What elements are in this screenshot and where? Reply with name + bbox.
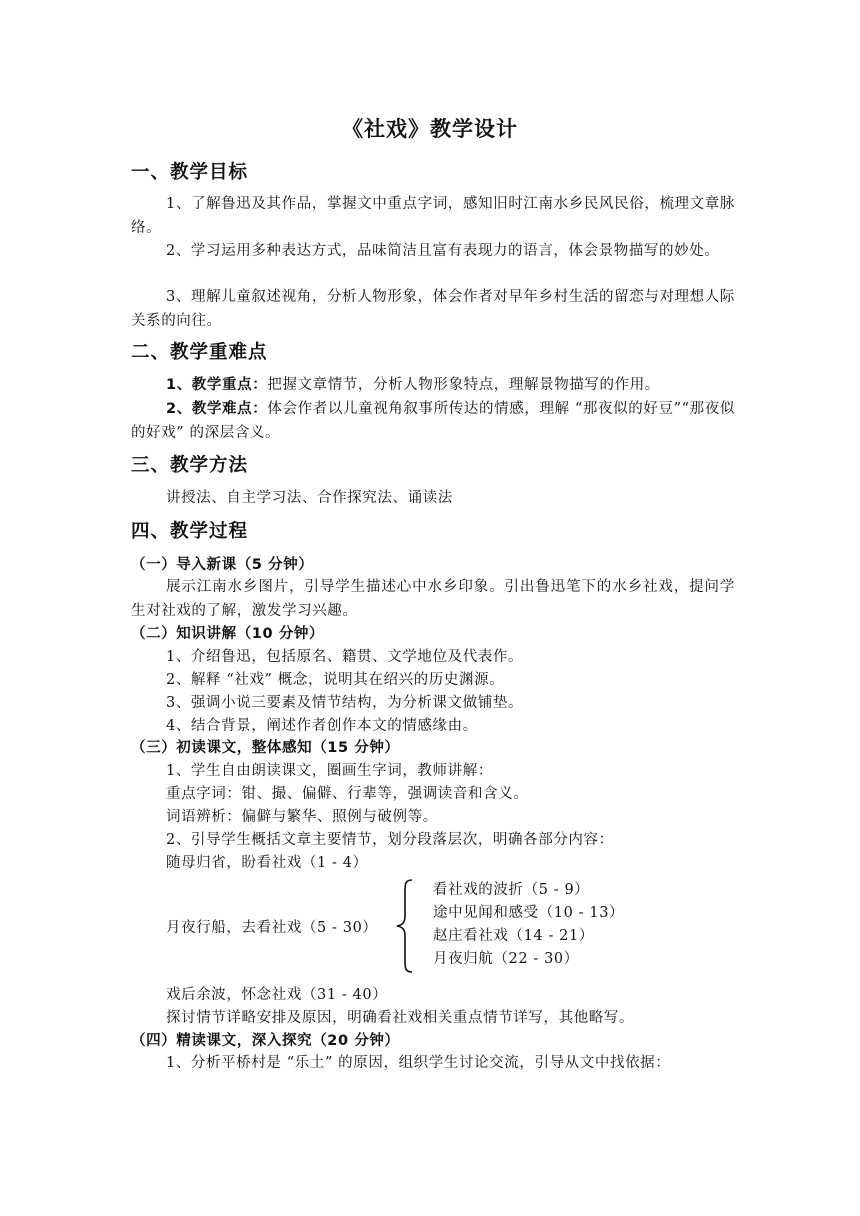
subsection-c-line: 词语辨析：偏僻与繁华、照例与破例等。 bbox=[166, 809, 438, 825]
plot-outline-sub: 途中见闻和感受（10 - 13） bbox=[433, 905, 625, 921]
key-point-2-text: 体会作者以儿童视角叙事所传达的情感，理解 “那夜似的好豆”“那夜似的好戏” 的深层含义。 bbox=[131, 401, 735, 441]
objective-1: 1、了解鲁迅及其作品，掌握文中重点字词，感知旧时江南水乡民风民俗，梳理文章脉络。 bbox=[131, 196, 735, 236]
section-heading-key-points: 二、教学重难点 bbox=[131, 342, 268, 363]
subsection-d-text: 1、分析平桥村是 “乐土” 的原因，组织学生讨论交流，引导从文中找依据： bbox=[166, 1055, 671, 1071]
curly-brace-icon bbox=[394, 878, 418, 974]
subsection-c-title: （三）初读课文，整体感知（15 分钟） bbox=[131, 740, 400, 756]
key-point-1 bbox=[131, 374, 735, 398]
plot-outline-sub: 月夜归航（22 - 30） bbox=[433, 951, 579, 967]
plot-outline-sub: 看社戏的波折（5 - 9） bbox=[433, 882, 590, 898]
key-point-1-label: 1、教学重点： bbox=[166, 377, 268, 393]
plot-outline-sub: 赵庄看社戏（14 - 21） bbox=[433, 928, 594, 944]
subsection-d-title: （四）精读课文，深入探究（20 分钟） bbox=[131, 1033, 400, 1049]
section-heading-process: 四、教学过程 bbox=[131, 521, 249, 542]
subsection-c-line: 重点字词：钳、撮、偏僻、行辈等，强调读音和含义。 bbox=[166, 786, 529, 802]
document-title: 《社戏》教学设计 bbox=[342, 117, 518, 141]
plot-outline-main: 月夜行船，去看社戏（5 - 30） bbox=[166, 920, 378, 936]
subsection-b-item: 3、强调小说三要素及情节结构，为分析课文做铺垫。 bbox=[166, 695, 524, 711]
subsection-c-line: 2、引导学生概括文章主要情节，划分段落层次，明确各部分内容： bbox=[166, 832, 614, 848]
subsection-b-item: 4、结合背景，阐述作者创作本文的情感缘由。 bbox=[166, 718, 478, 734]
objective-3: 3、理解儿童叙述视角，分析人物形象，体会作者对早年乡村生活的留恋与对理想人际关系的向往。 bbox=[131, 289, 735, 329]
plot-outline-note: 探讨情节详略安排及原因，明确看社戏相关重点情节详写，其他略写。 bbox=[166, 1010, 635, 1026]
methods-text: 讲授法、自主学习法、合作探究法、诵读法 bbox=[166, 490, 453, 506]
key-point-1-text: 把握文章情节，分析人物形象特点，理解景物描写的作用。 bbox=[267, 377, 660, 393]
subsection-b-item: 1、介绍鲁迅，包括原名、籍贯、文学地位及代表作。 bbox=[166, 649, 524, 665]
section-heading-methods: 三、教学方法 bbox=[131, 455, 249, 476]
subsection-c-line: 随母归省，盼看社戏（1 - 4） bbox=[166, 855, 368, 871]
subsection-a-text: 展示江南水乡图片，引导学生描述心中水乡印象。引出鲁迅笔下的水乡社戏，提问学生对社戏的了解，激发学习兴趣。 bbox=[131, 579, 735, 619]
subsection-b-item: 2、解释 “社戏” 概念，说明其在绍兴的历史渊源。 bbox=[166, 672, 505, 688]
objective-2: 2、学习运用多种表达方式，品味简洁且富有表现力的语言，体会景物描写的妙处。 bbox=[166, 243, 720, 259]
section-heading-objectives: 一、教学目标 bbox=[131, 162, 249, 183]
subsection-c-line: 1、学生自由朗读课文，圈画生字词，教师讲解： bbox=[166, 763, 493, 779]
plot-outline-after: 戏后余波，怀念社戏（31 - 40） bbox=[166, 987, 388, 1003]
subsection-b-title: （二）知识讲解（10 分钟） bbox=[131, 626, 325, 642]
key-point-2-label: 2、教学难点： bbox=[166, 401, 268, 417]
key-point-2 bbox=[131, 398, 735, 445]
subsection-a-title: （一）导入新课（5 分钟） bbox=[131, 557, 314, 573]
